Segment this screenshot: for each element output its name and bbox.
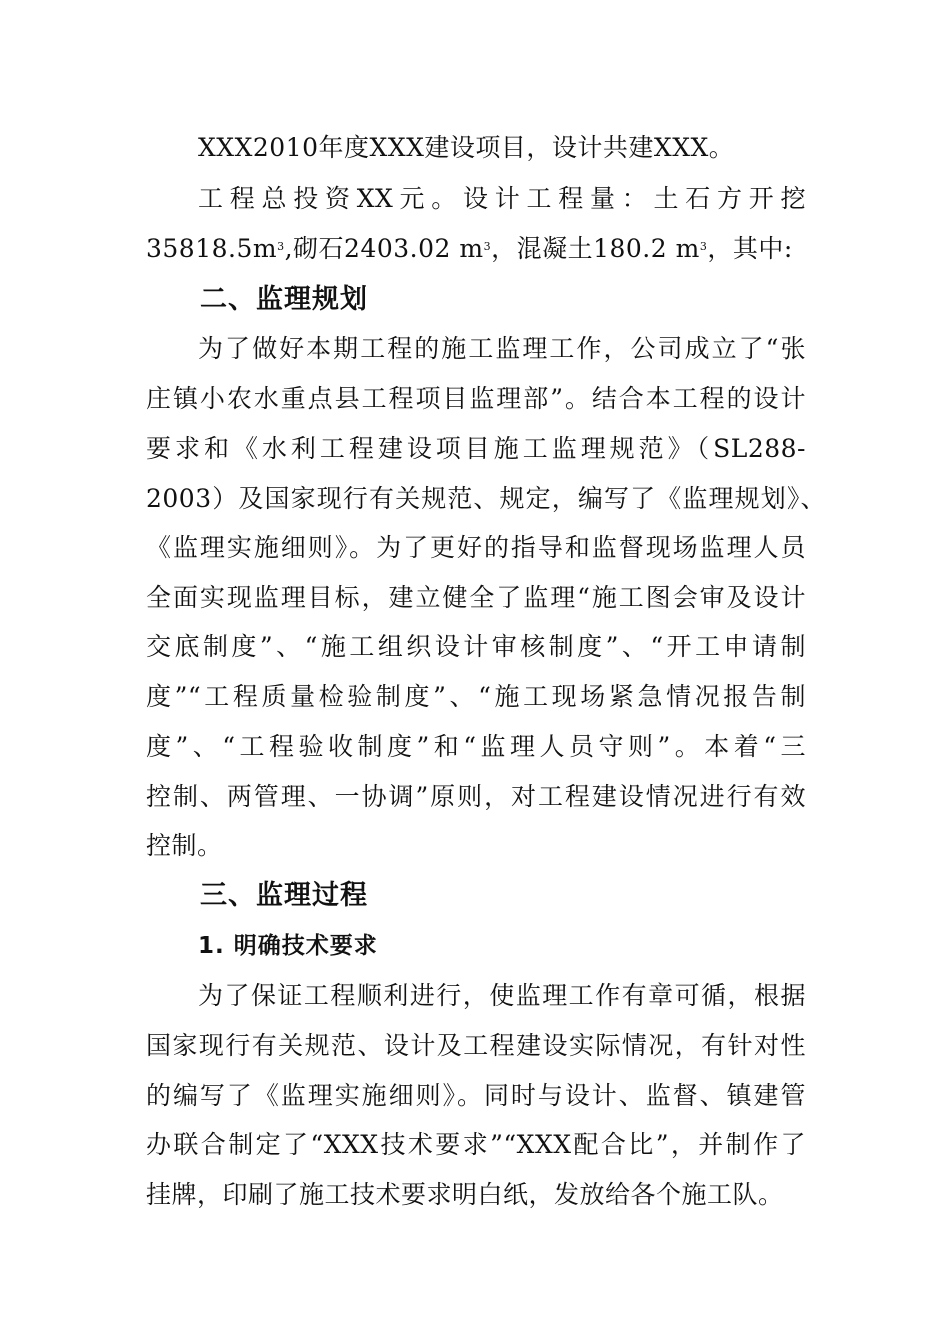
section2-line: 度”“工程质量检验制度”、“施工现场紧急情况报告制 <box>146 682 806 711</box>
section2-line: 全面实现监理目标，建立健全了监理“施工图会审及设计 <box>146 583 806 612</box>
section3-line: 国家现行有关规范、设计及工程建设实际情况，有针对性 <box>146 1031 806 1060</box>
intro-paragraph-1: XXX2010年度XXX建设项目，设计共建XXX。 <box>198 133 735 162</box>
section3-line: 的编写了《监理实施细则》。同时与设计、监督、镇建管 <box>146 1081 806 1110</box>
section3-line: 为了保证工程顺利进行，使监理工作有章可循，根据 <box>198 981 806 1010</box>
section2-line: 为了做好本期工程的施工监理工作，公司成立了“张 <box>198 334 806 363</box>
section2-line: 度”、“工程验收制度”和“监理人员守则”。本着“三 <box>146 732 806 761</box>
section2-line: 庄镇小农水重点县工程项目监理部”。结合本工程的设计 <box>146 384 806 413</box>
section3-line: 挂牌，印刷了施工技术要求明白纸，发放给各个施工队。 <box>146 1180 784 1209</box>
intro-paragraph-2-line-1: 工程总投资XX元。设计工程量：土石方开挖 <box>198 184 806 213</box>
section-heading-2: 二、监理规划 <box>200 284 368 315</box>
section2-line: 2003）及国家现行有关规范、规定，编写了《监理规划》、 <box>146 484 826 513</box>
concrete-volume: ，混凝土180.2 m <box>491 234 700 263</box>
section2-line: 《监理实施细则》。为了更好的指导和监督现场监理人员 <box>146 533 806 562</box>
masonry-volume: ,砌石2403.02 m <box>284 234 484 263</box>
text-tail: ，其中: <box>707 234 793 263</box>
superscript: 3 <box>277 240 285 253</box>
section2-line: 控制、两管理、一协调”原则，对工程建设情况进行有效 <box>146 782 806 811</box>
earthwork-volume: 35818.5m <box>146 234 278 263</box>
intro-paragraph-2-line-2 <box>146 232 806 266</box>
section2-line: 控制。 <box>146 831 223 860</box>
section-heading-3: 三、监理过程 <box>200 880 368 911</box>
section3-line: 办联合制定了“XXX技术要求”“XXX配合比”，并制作了 <box>146 1130 806 1159</box>
section2-line: 交底制度”、“施工组织设计审核制度”、“开工申请制 <box>146 632 806 661</box>
superscript: 3 <box>699 240 708 253</box>
section2-line: 要求和《水利工程建设项目施工监理规范》（SL288- <box>146 434 806 463</box>
subsection-heading-1: 1. 明确技术要求 <box>198 933 378 959</box>
superscript: 3 <box>483 240 492 253</box>
